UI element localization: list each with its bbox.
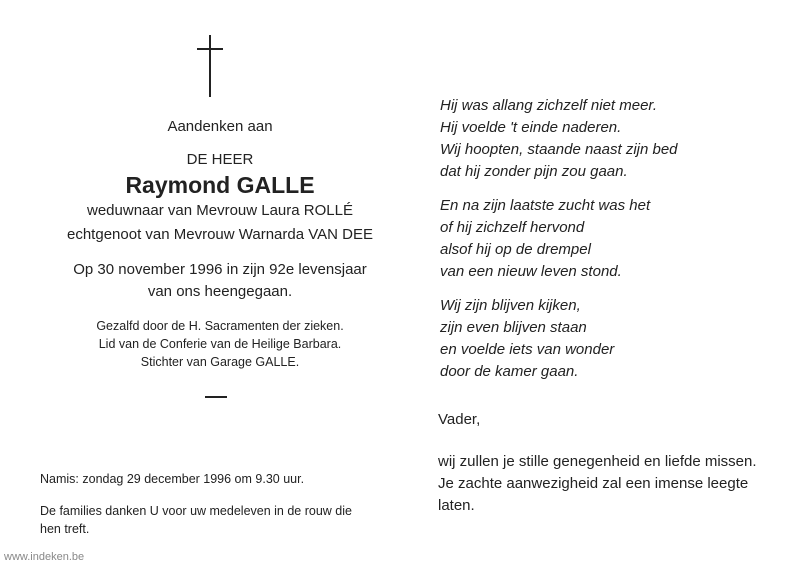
message-line: wij zullen je stille genegenheid en liefde missen. (438, 453, 757, 470)
salutation: Vader, (438, 411, 481, 428)
watermark: www.indeken.be (4, 551, 85, 563)
divider (205, 396, 227, 398)
poem-line: En na zijn laatste zucht was het (440, 197, 651, 214)
poem-stanza (440, 295, 614, 383)
poem-line: Hij was allang zichzelf niet meer. (440, 97, 658, 114)
death-line: Op 30 november 1996 in zijn 92e levensjaar (73, 261, 367, 278)
message (438, 451, 783, 517)
thanks-line: De families danken U voor uw medeleven in de rouw die (40, 504, 352, 518)
note: Lid van de Conferie van de Heilige Barbara. (98, 337, 342, 351)
cross-icon (209, 35, 211, 97)
poem-stanza (440, 195, 650, 283)
poem-line: door de kamer gaan. (440, 363, 579, 380)
thanks-line: hen treft. (40, 522, 90, 536)
poem-line: Hij voelde 't einde naderen. (440, 119, 622, 136)
poem-line: Wij hoopten, staande naast zijn bed (440, 141, 678, 158)
message-line: Je zachte aanwezigheid zal een imense leegte (438, 475, 749, 492)
death-line: van ons heengegaan. (147, 283, 293, 300)
note: Stichter van Garage GALLE. (140, 355, 300, 369)
cross-icon-bar (197, 48, 223, 50)
note: Gezalfd door de H. Sacramenten der zieken. (96, 319, 344, 333)
deceased-name: Raymond GALLE (125, 172, 315, 198)
message-line: laten. (438, 497, 475, 514)
poem-line: of hij zichzelf hervond (440, 219, 585, 236)
title: DE HEER (186, 151, 254, 168)
relation: echtgenoot van Mevrouw Warnarda VAN DEE (67, 226, 373, 243)
poem-line: Wij zijn blijven kijken, (440, 297, 581, 314)
poem-line: en voelde iets van wonder (440, 341, 615, 358)
mass-info: Namis: zondag 29 december 1996 om 9.30 uur. (40, 472, 305, 486)
relation: weduwnaar van Mevrouw Laura ROLLÉ (87, 202, 353, 219)
poem-line: dat hij zonder pijn zou gaan. (440, 163, 628, 180)
poem-stanza (440, 95, 678, 183)
poem-line: alsof hij op de drempel (440, 241, 591, 258)
intro: Aandenken aan (167, 118, 273, 135)
poem-line: van een nieuw leven stond. (440, 263, 622, 280)
poem-line: zijn even blijven staan (440, 319, 587, 336)
